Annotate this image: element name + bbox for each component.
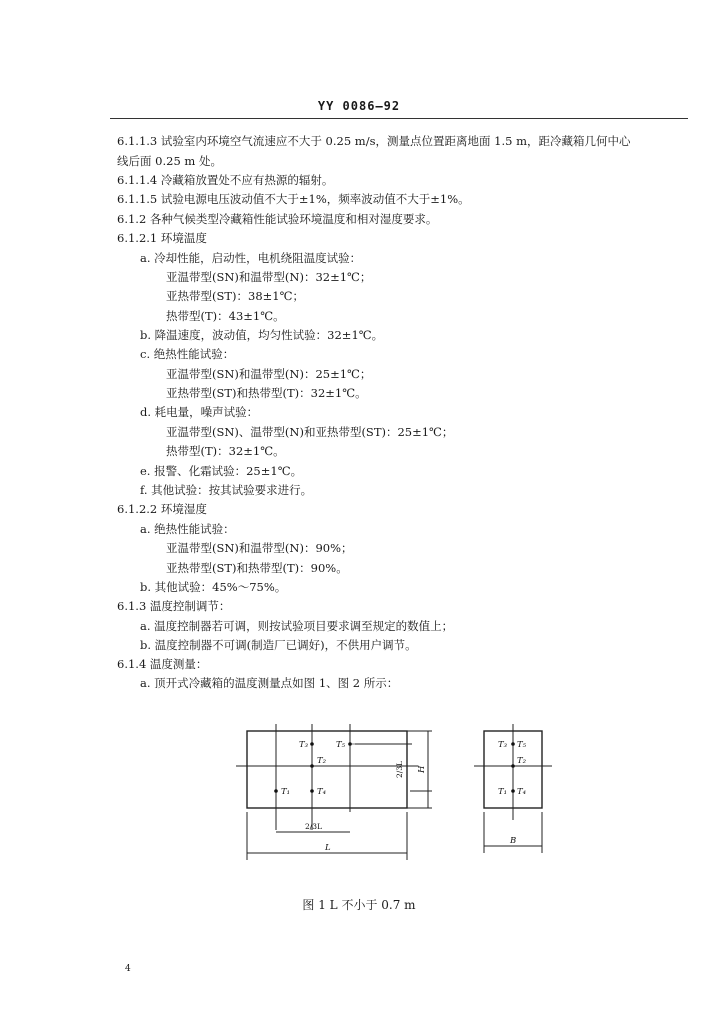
- text-line: a. 温度控制器若可调，则按试验项目要求调至规定的数值上；: [140, 619, 454, 633]
- text-line: 热带型(T)：43±1℃。: [166, 309, 285, 323]
- text-line: d. 耗电量，噪声试验：: [140, 405, 259, 419]
- left-box-outline: [247, 731, 407, 808]
- left-label-t4: T₄: [317, 787, 327, 797]
- right-point-center-dot: [511, 764, 515, 768]
- text-line: 亚温带型(SN)和温带型(N)：90%；: [166, 541, 353, 555]
- figure-caption: 图 1 L 不小于 0.7 m: [302, 898, 416, 912]
- text-line: a. 冷却性能，启动性，电机绕阻温度试验：: [140, 251, 362, 265]
- text-line: 6.1.1.5 试验电源电压波动值不大于±1%，频率波动值不大于±1%。: [117, 192, 470, 206]
- left-point-t2-dot: [310, 764, 314, 768]
- left-point-t3-dot: [310, 742, 314, 746]
- text-line: 线后面 0.25 m 处。: [117, 154, 222, 168]
- text-line: b. 温度控制器不可调(制造厂已调好)，不供用户调节。: [140, 638, 417, 652]
- text-line: 6.1.1.4 冷藏箱放置处不应有热源的辐射。: [117, 173, 334, 187]
- text-line: b. 降温速度，波动值，均匀性试验：32±1℃。: [140, 328, 384, 342]
- right-label-t5: T₅: [517, 740, 527, 750]
- right-point-bottom-dot: [511, 789, 515, 793]
- text-line: 6.1.2.1 环境温度: [117, 231, 207, 245]
- text-line: 热带型(T)：32±1℃。: [166, 444, 285, 458]
- text-line: 6.1.1.3 试验室内环境空气流速应不大于 0.25 m/s，测量点位置距离地面 1.5 m，距冷藏箱几何中心: [117, 134, 631, 148]
- text-line: a. 绝热性能试验：: [140, 522, 235, 536]
- left-dim-two-thirds-l-text: 2/3L: [305, 822, 323, 831]
- left-dim-l: L: [325, 843, 331, 853]
- left-dim-h: H: [417, 765, 427, 773]
- text-line: 亚热带型(ST)和热带型(T)：32±1℃。: [166, 386, 367, 400]
- text-line: 6.1.2.2 环境湿度: [117, 502, 207, 516]
- text-line: a. 顶开式冷藏箱的温度测量点如图 1、图 2 所示：: [140, 676, 399, 690]
- left-point-t5-dot: [348, 742, 352, 746]
- right-label-t4: T₄: [517, 787, 527, 797]
- text-line: 6.1.4 温度测量：: [117, 657, 208, 671]
- text-line: e. 报警、化霜试验：25±1℃。: [140, 464, 303, 478]
- left-point-t4-dot: [310, 789, 314, 793]
- right-point-top-dot: [511, 742, 515, 746]
- text-line: 亚热带型(ST)和热带型(T)：90%。: [166, 561, 348, 575]
- text-line: 亚热带型(ST)：38±1℃；: [166, 289, 304, 303]
- left-label-t3: T₃: [299, 740, 309, 750]
- left-label-t5: T₅: [336, 740, 346, 750]
- text-line: 亚温带型(SN)和温带型(N)：32±1℃；: [166, 270, 372, 284]
- page-number: 4: [125, 964, 131, 974]
- left-dim-two-thirds-h: 2/3L: [395, 760, 404, 778]
- left-point-t1-dot: [274, 789, 278, 793]
- right-label-t2: T₂: [517, 756, 527, 766]
- left-label-t2: T₂: [317, 756, 327, 766]
- text-line: 6.1.2 各种气候类型冷藏箱性能试验环境温度和相对湿度要求。: [117, 212, 438, 226]
- left-label-t1: T₁: [281, 787, 291, 797]
- right-label-t1: T₁: [498, 787, 508, 797]
- text-line: 亚温带型(SN)、温带型(N)和亚热带型(ST)：25±1℃；: [166, 425, 454, 439]
- text-line: f. 其他试验：按其试验要求进行。: [140, 483, 313, 497]
- standard-code-header: YY 0086—92: [317, 99, 401, 113]
- text-line: 亚温带型(SN)和温带型(N)：25±1℃；: [166, 367, 372, 381]
- text-line: c. 绝热性能试验：: [140, 347, 235, 361]
- right-dim-b: B: [510, 836, 517, 846]
- text-line: b. 其他试验：45%～75%。: [140, 580, 287, 594]
- text-line: 6.1.3 温度控制调节：: [117, 599, 231, 613]
- right-label-t3: T₃: [498, 740, 508, 750]
